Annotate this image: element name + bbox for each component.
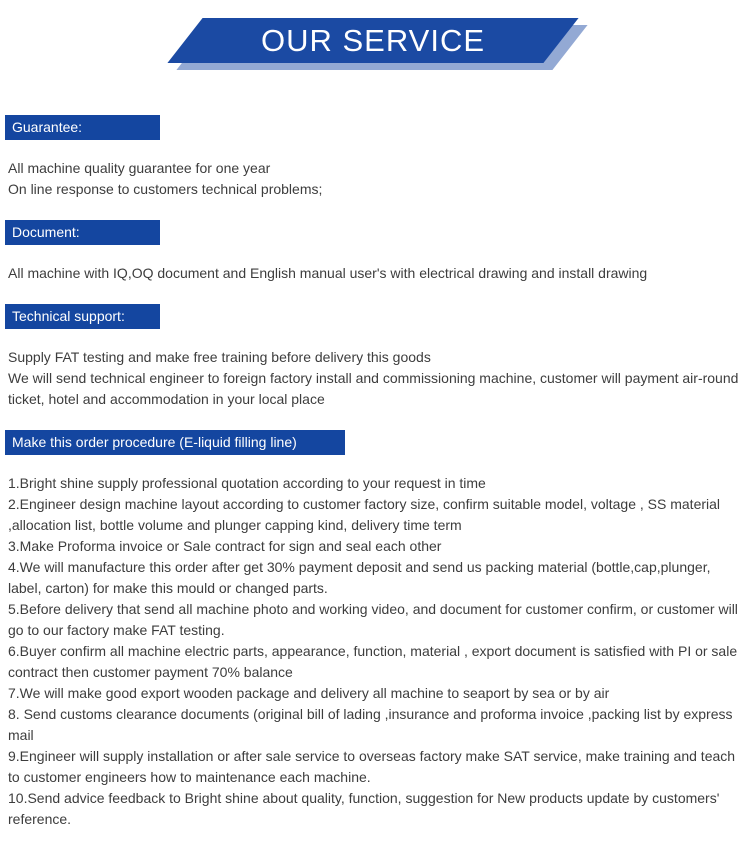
- text-line: 4.We will manufacture this order after get 30% payment deposit and send us packing material (bottle,cap,plunger, label, carton) for make this mould or changed parts.: [8, 559, 711, 596]
- section-body-document: [8, 263, 750, 284]
- text-line: 7.We will make good export wooden package and delivery all machine to seaport by sea or by air: [8, 685, 610, 701]
- text-line: 9.Engineer will supply installation or after sale service to overseas factory make SAT service, make training and teach to customer engineers how to maintenance each machine.: [8, 748, 736, 785]
- section-label-technical-support: Technical support:: [5, 304, 160, 329]
- section-order-procedure: [0, 430, 750, 830]
- text-line: 8. Send customs clearance documents (original bill of lading ,insurance and proforma invoice ,packing list by express mail: [8, 706, 733, 743]
- text-line: All machine with IQ,OQ document and English manual user's with electrical drawing and install drawing: [8, 265, 648, 281]
- text-line: 10.Send advice feedback to Bright shine about quality, function, suggestion for New products update by customers' reference.: [8, 790, 720, 827]
- text-line: 6.Buyer confirm all machine electric parts, appearance, function, material , export document is satisfied with PI or sale contract then customer payment 70% balance: [8, 643, 738, 680]
- text-line: 1.Bright shine supply professional quotation according to your request in time: [8, 475, 486, 491]
- section-body-technical-support: [8, 347, 750, 410]
- text-line: On line response to customers technical problems;: [8, 181, 323, 197]
- section-body-order-procedure: [8, 473, 750, 830]
- service-banner: [0, 0, 750, 95]
- section-label-guarantee: Guarantee:: [5, 115, 160, 140]
- page-title: OUR SERVICE: [260, 22, 486, 58]
- text-line: 3.Make Proforma invoice or Sale contract for sign and seal each other: [8, 538, 442, 554]
- section-guarantee: [0, 115, 750, 200]
- text-line: 2.Engineer design machine layout according to customer factory size, confirm suitable model, voltage , SS material ,allocation list, bottle volume and plunger capping kind, delivery time term: [8, 496, 721, 533]
- section-document: [0, 220, 750, 284]
- text-line: Supply FAT testing and make free training before delivery this goods: [8, 349, 431, 365]
- text-line: 5.Before delivery that send all machine photo and working video, and document for customer confirm, or customer will go to our factory make FAT testing.: [8, 601, 738, 638]
- text-line: All machine quality guarantee for one year: [8, 160, 271, 176]
- section-technical-support: [0, 304, 750, 410]
- section-label-document: Document:: [5, 220, 160, 245]
- section-label-order-procedure: Make this order procedure (E-liquid filling line): [5, 430, 345, 455]
- text-line: We will send technical engineer to foreign factory install and commissioning machine, customer will payment air-round ticket, hotel and accommodation in your local place: [8, 370, 739, 407]
- section-body-guarantee: [8, 158, 750, 200]
